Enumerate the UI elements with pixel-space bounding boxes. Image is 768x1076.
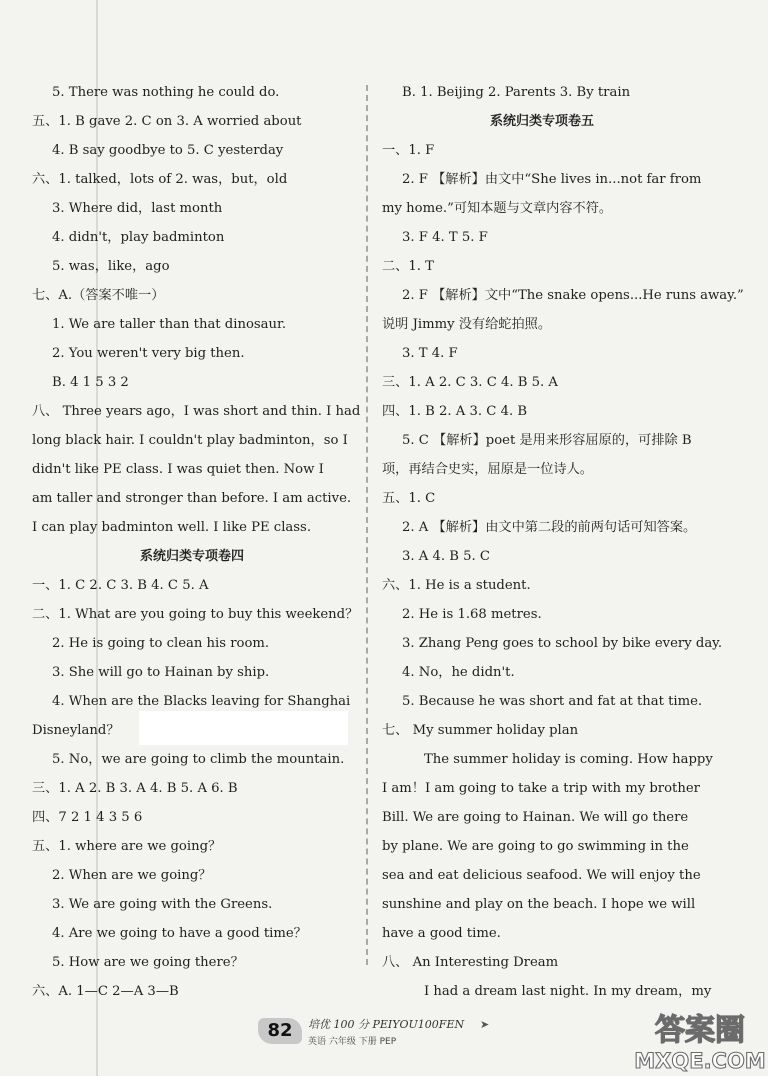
answer-line: 一、1. F xyxy=(382,143,435,158)
answer-line: 2. You weren't very big then. xyxy=(52,346,245,361)
answer-line: 3. Where did，last month xyxy=(52,201,223,216)
blank-patch xyxy=(139,711,348,745)
answer-line: 2. He is going to clean his room. xyxy=(52,636,270,651)
right-column xyxy=(382,78,744,1006)
answer-line: 六、A. 1—C 2—A 3—B xyxy=(32,984,179,999)
brand-name: 培优 100 分 PEIYOU100FEN xyxy=(308,1018,465,1031)
answer-line: 二、1. T xyxy=(382,259,434,274)
answer-line: 2. When are we going？ xyxy=(52,868,212,883)
watermark-text-top: 答案圈 xyxy=(655,1013,745,1048)
section-heading: 系统归类专项卷四 xyxy=(139,549,244,564)
answer-line: 5. Because he was short and fat at that time. xyxy=(402,694,703,709)
answer-line: The summer holiday is coming. How happy xyxy=(424,752,713,767)
answer-line: 六、1. talked，lots of 2. was，but，old xyxy=(32,172,288,187)
answer-line: by plane. We are going to go swimming in the xyxy=(382,839,689,854)
answer-line: 5. was，like，ago xyxy=(52,259,170,274)
answer-line: 2. F 【解析】文中“The snake opens...He runs away.” xyxy=(402,288,744,303)
answer-line: 二、1. What are you going to buy this weekend？ xyxy=(32,607,359,622)
watermark-logo xyxy=(634,1008,766,1074)
answer-line: 项，再结合史实，屈原是一位诗人。 xyxy=(382,462,593,477)
answer-line: long black hair. I couldn't play badminton，so I xyxy=(32,433,348,448)
answer-line: didn't like PE class. I was quiet then. Now I xyxy=(32,462,324,477)
section-heading: 系统归类专项卷五 xyxy=(489,114,594,129)
answer-line: sunshine and play on the beach. I hope we will xyxy=(382,897,696,912)
answer-line: 3. A 4. B 5. C xyxy=(402,549,491,564)
answer-line: my home.”可知本题与文章内容不符。 xyxy=(382,201,613,216)
answer-line: 八、 An Interesting Dream xyxy=(382,955,559,970)
answer-line: am taller and stronger than before. I am active. xyxy=(32,491,352,506)
left-column xyxy=(32,78,361,1006)
answer-line: 三、1. A 2. C 3. C 4. B 5. A xyxy=(382,375,558,390)
answer-line: Disneyland？ xyxy=(32,723,120,738)
answer-line: 说明 Jimmy 没有给蛇拍照。 xyxy=(382,317,552,332)
answer-line: 4. When are the Blacks leaving for Shanghai xyxy=(52,694,351,709)
answer-line: 2. A 【解析】由文中第二段的前两句话可知答案。 xyxy=(402,520,697,535)
answer-line: 四、7 2 1 4 3 5 6 xyxy=(32,810,143,825)
answer-line: have a good time. xyxy=(382,926,501,941)
answer-line: 七、 My summer holiday plan xyxy=(382,723,579,738)
answer-line: 一、1. C 2. C 3. B 4. C 5. A xyxy=(32,578,209,593)
answer-line: 2. He is 1.68 metres. xyxy=(402,607,542,622)
answer-line: 4. No，he didn't. xyxy=(402,665,515,680)
book-info: 英语 六年级 下册 PEP xyxy=(308,1037,397,1047)
arrow-icon: ➤ xyxy=(480,1018,490,1031)
answer-line: 3. She will go to Hainan by ship. xyxy=(52,665,270,680)
answer-line: 1. We are taller than that dinosaur. xyxy=(52,317,287,332)
answer-line: 七、A.（答案不唯一） xyxy=(32,288,165,303)
answer-line: 3. We are going with the Greens. xyxy=(52,897,273,912)
answer-line: 5. How are we going there？ xyxy=(52,955,244,970)
page-number: 82 xyxy=(258,1018,302,1044)
answer-line: 5. C 【解析】poet 是用来形容屈原的，可排除 B xyxy=(402,433,692,448)
answer-line: 4. Are we going to have a good time？ xyxy=(52,926,307,941)
answer-line: I had a dream last night. In my dream，my xyxy=(424,984,712,999)
answer-line: 5. No，we are going to climb the mountain. xyxy=(52,752,345,767)
answer-line: 四、1. B 2. A 3. C 4. B xyxy=(382,404,528,419)
watermark-text-bottom: MXQE.COM xyxy=(634,1049,766,1073)
answer-line: B. 4 1 5 3 2 xyxy=(52,375,129,390)
answer-line: 3. Zhang Peng goes to school by bike every day. xyxy=(402,636,723,651)
answer-line: I can play badminton well. I like PE class. xyxy=(32,520,312,535)
answer-line: 五、1. where are we going？ xyxy=(32,839,222,854)
answer-line: I am！I am going to take a trip with my brother xyxy=(382,781,700,796)
answer-line: B. 1. Beijing 2. Parents 3. By train xyxy=(402,85,631,100)
answer-line: 六、1. He is a student. xyxy=(382,578,531,593)
answer-line: Bill. We are going to Hainan. We will go there xyxy=(382,810,689,825)
column-divider xyxy=(366,85,368,965)
answer-line: 八、 Three years ago，I was short and thin. I had xyxy=(32,404,361,419)
answer-line: sea and eat delicious seafood. We will enjoy the xyxy=(382,868,701,883)
answer-line: 3. T 4. F xyxy=(402,346,458,361)
answer-line: 5. There was nothing he could do. xyxy=(52,85,280,100)
answer-line: 3. F 4. T 5. F xyxy=(402,230,488,245)
answer-line: 2. F 【解析】由文中“She lives in...not far from xyxy=(402,172,702,187)
answer-line: 4. B say goodbye to 5. C yesterday xyxy=(52,143,284,158)
answer-line: 五、1. B gave 2. C on 3. A worried about xyxy=(32,114,302,129)
answer-line: 4. didn't，play badminton xyxy=(52,230,225,245)
answer-line: 三、1. A 2. B 3. A 4. B 5. A 6. B xyxy=(32,781,238,796)
answer-line: 五、1. C xyxy=(382,491,436,506)
